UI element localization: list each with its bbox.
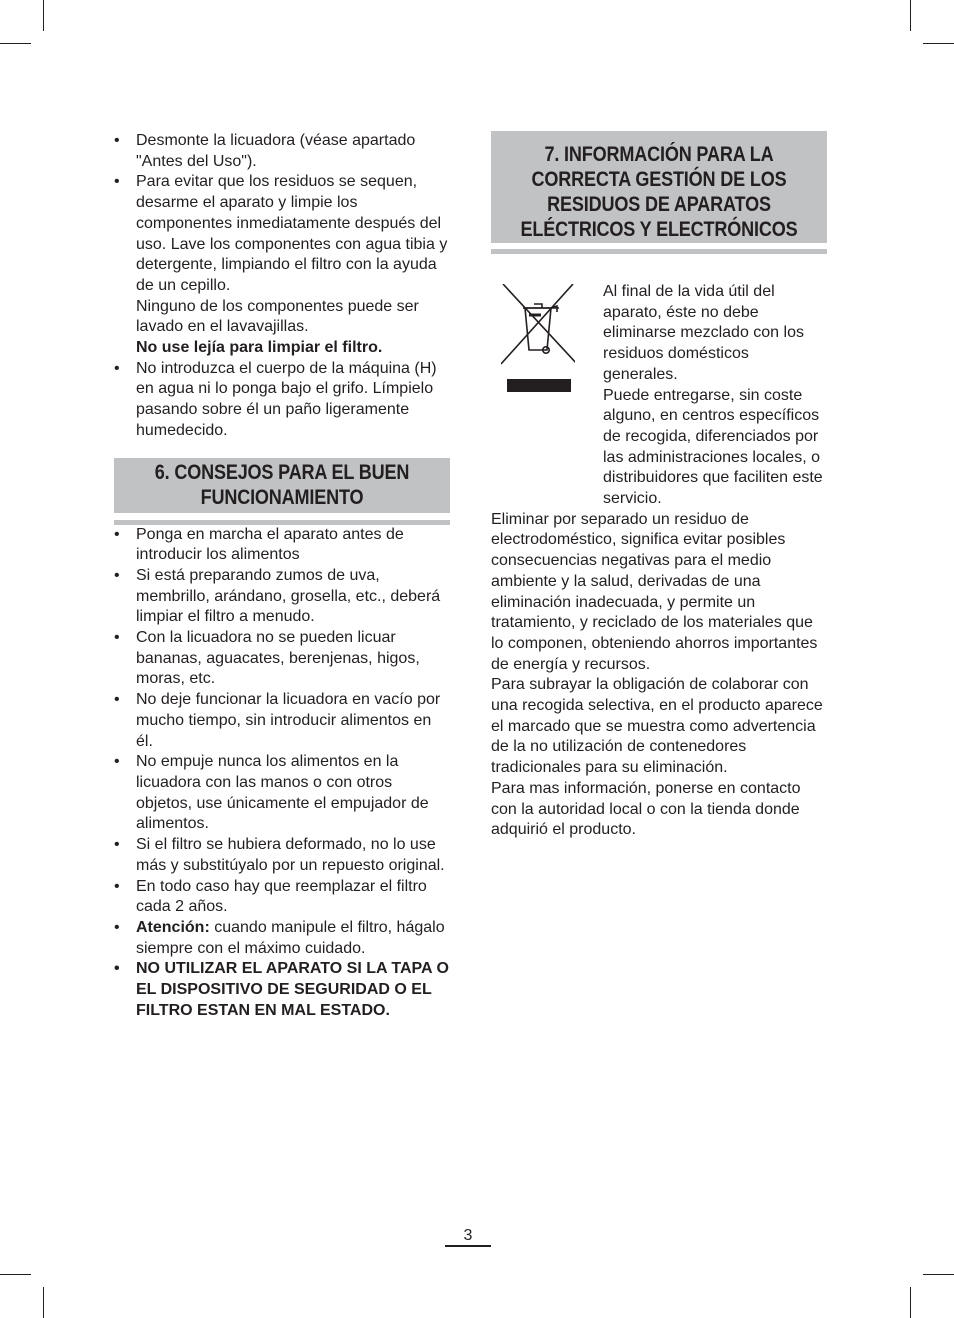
list-item: • No deje funcionar la licuadora en vacío por mucho tiempo, sin introducir alimentos en él. [114,690,450,752]
list-item-text: Para evitar que los residuos se sequen, desarme el aparato y limpie los componentes inmediatamente después del uso. Lave los componentes con agua tibia y detergente, limpiando el filtro con la ayuda de un cepillo. [136,173,448,294]
section-heading [138,460,427,510]
weee-paragraph: Para mas información, ponerse en contacto con la autoridad local o con la tienda donde adquirió el producto. [491,779,801,839]
paragraph-text: Puede entregarse, sin coste alguno, en centros específicos de recogida, diferenciados por las administraciones locales, o distribuidores que faciliten este servicio. [603,386,823,508]
crop-mark [43,0,44,31]
right-column [491,131,827,841]
list-item-text: Ninguno de los componentes puede ser lavado en el lavavajillas. [136,297,419,336]
crop-mark [923,43,954,44]
section-6 [114,458,450,1022]
crop-mark [910,1287,911,1318]
section-heading [515,142,804,242]
heading-line: 6. CONSEJOS PARA EL BUEN [154,460,410,484]
list-item: • Desmonte la licuadora (véase apartado "Antes del Uso"). [114,131,450,172]
list-item [114,172,450,358]
page-number: 3 [445,1227,491,1247]
weee-paragraph [491,386,827,510]
heading-underline [491,249,827,254]
crop-mark [43,1287,44,1318]
weee-paragraph: Al final de la vida útil del aparato, éste no debe eliminarse mezclado con los residuos domésticos generales. [603,283,804,383]
crop-mark [0,43,31,44]
bleach-warning: No use lejía para limpiar el filtro. [136,339,383,357]
crop-mark [923,1274,954,1275]
weee-info [491,282,827,510]
safety-warning: • NO UTILIZAR EL APARATO SI LA TAPA O EL DISPOSITIVO DE SEGURIDAD O EL FILTRO ESTAN EN MAL ESTADO. [114,959,450,1021]
crop-mark [910,0,911,31]
cleaning-list [114,131,450,442]
heading-line: FUNCIONAMIENTO [200,485,364,509]
crop-mark [0,1274,31,1275]
list-item: • No empuje nunca los alimentos en la licuadora con las manos o con otros objetos, use únicamente el empujador de alimentos. [114,752,450,835]
heading-line: ELÉCTRICOS Y ELECTRÓNICOS [520,218,798,241]
list-item: • Si el filtro se hubiera deformado, no lo use más y substitúyalo por un repuesto original. [114,835,450,876]
list-item: • En todo caso hay que reemplazar el filtro cada 2 años. [114,877,450,918]
list-item: • Ponga en marcha el aparato antes de introducir los alimentos [114,525,450,566]
list-item: • Si está preparando zumos de uva, membrillo, arándano, grosella, etc., deberá limpiar el filtro a menudo. [114,566,450,628]
heading-line: RESIDUOS DE APARATOS [547,193,771,216]
heading-line: CORRECTA GESTIÓN DE LOS [531,168,787,191]
attention-label: Atención: [136,918,210,936]
weee-paragraph: Para subrayar la obligación de colaborar con una recogida selectiva, en el producto aparece el marcado que se muestra como advertencia de la no utilización de contenedores tradicionales para su eliminación. [491,676,823,777]
section-7 [491,131,827,841]
attention-text: cuando manipule el filtro, hágalo siempre con el máximo cuidado. [136,918,445,957]
left-column [114,131,450,1021]
list-item: • No introduzca el cuerpo de la máquina (H) en agua ni lo ponga bajo el grifo. Límpielo pasando sobre él un paño ligeramente humedecido. [114,359,450,442]
section-heading-box [114,458,450,513]
weee-paragraph: Eliminar por separado un residuo de electrodoméstico, significa evitar posibles consecuencias negativas para el medio ambiente y la salud, derivadas de una eliminación inadecuada, y permite un tratamiento, y reciclado de los materiales que lo componen, obteniendo ahorros importantes de energía y recursos. [491,510,818,673]
tips-list [114,525,450,1022]
list-item [114,918,450,959]
crossed-out-wheelie-bin-icon [501,284,575,392]
section-heading-box [491,131,827,243]
list-item: • Con la licuadora no se pueden licuar bananas, aguacates, berenjenas, higos, moras, etc. [114,628,450,690]
heading-line: 7. INFORMACIÓN PARA LA [544,143,774,166]
